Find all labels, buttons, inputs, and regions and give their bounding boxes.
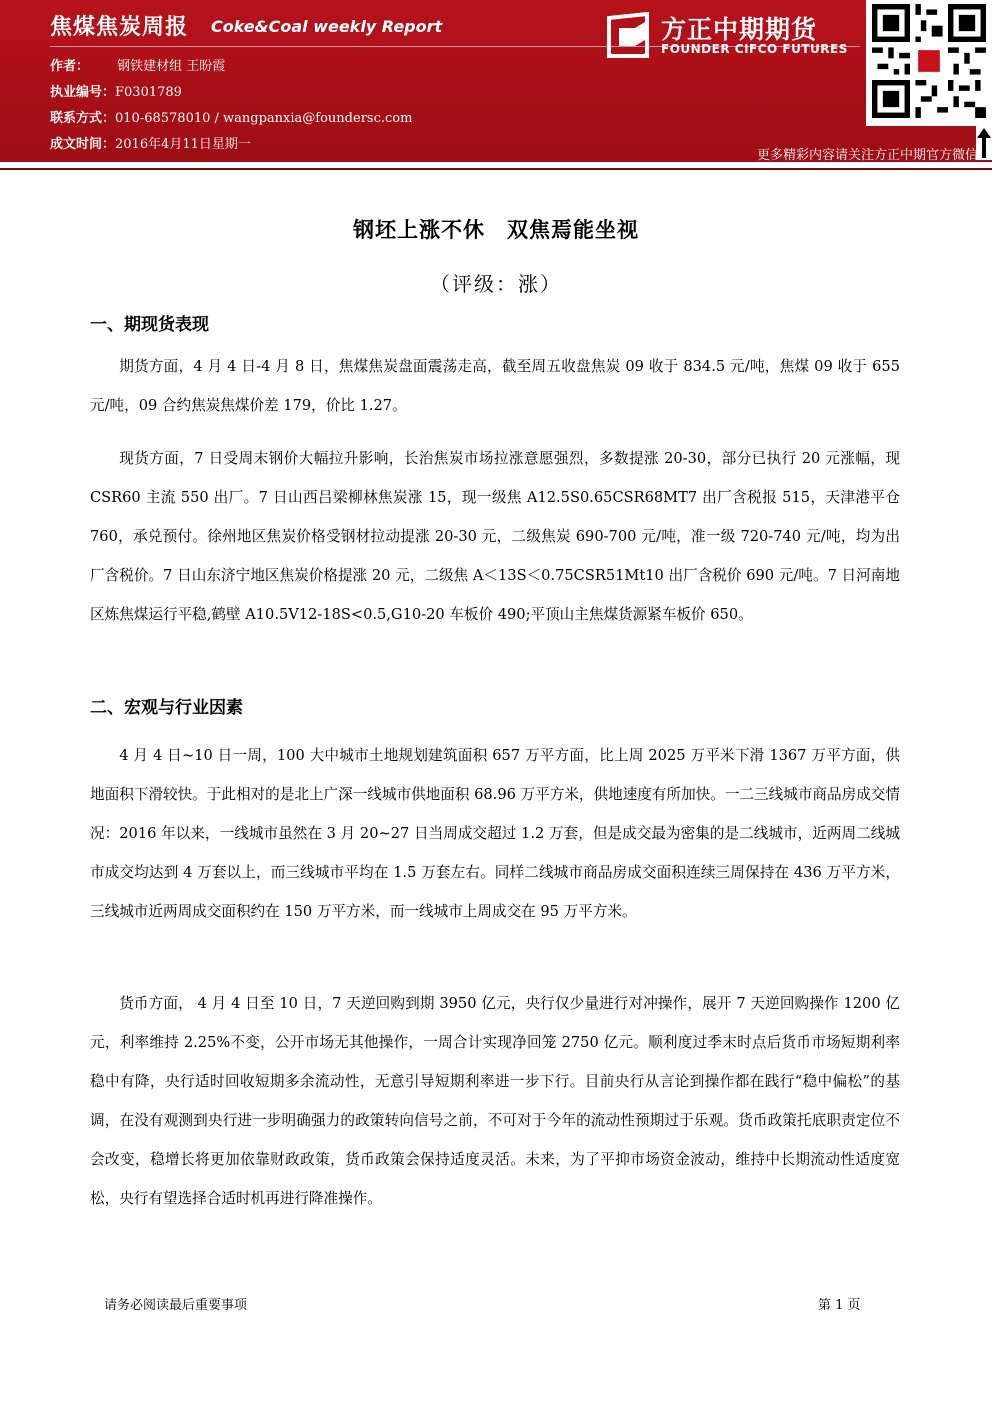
up-arrow-icon xyxy=(976,126,992,160)
meta-value[interactable]: 010-68578010 / wangpanxia@foundersc.com xyxy=(115,111,413,126)
founder-logo-icon xyxy=(605,12,651,58)
qr-code-icon xyxy=(872,4,986,118)
meta-author xyxy=(50,55,225,74)
paragraph-spot: 现货方面，7 日受周末钢价大幅拉升影响，长治焦炭市场拉涨意愿强烈，多数提涨 20-30，部分已执行 20 元涨幅，现 CSR60 主流 550 出厂。7 日山西吕梁柳林焦炭涨 15，现一级焦 A12.5S0.65CSR68MT7 出厂含税报 515，天津港平仓 760，承兑预付。徐州地区焦炭价格受钢材拉动提涨 20-30 元，二级焦炭 690-700 元/吨，准一级 720-740 元/吨，均为出厂含税价。7 日山东济宁地区焦炭价格提涨 20 元，二级焦 A＜13S＜0.75CSR51Mt10 出厂含税价 690 元/吨。7 日河南地区炼焦煤运行平稳,鹤壁 A10.5V12-18S<0.5,G10-20 车板价 490;平顶山主焦煤货源紧车板价 650。 xyxy=(90,450,900,623)
page-number: 第 1 页 xyxy=(818,1298,861,1313)
meta-value: 2016年4月11日星期一 xyxy=(115,137,251,152)
header-bottom-rule xyxy=(0,168,992,170)
meta-value: 钢铁建材组 王盼霞 xyxy=(117,59,226,74)
wechat-qr-code[interactable] xyxy=(866,0,992,126)
company-logo xyxy=(605,10,855,60)
wechat-follow-text: 更多精彩内容请关注方正中期官方微信 xyxy=(756,148,978,163)
footer-notice: 请务必阅读最后重要事项 xyxy=(104,1298,248,1313)
meta-label: 成文时间： xyxy=(50,137,116,152)
meta-license xyxy=(50,81,182,100)
meta-contact xyxy=(50,107,412,126)
report-rating: （评级：涨） xyxy=(430,272,562,296)
report-series-title: 焦煤焦炭周报 xyxy=(50,15,189,40)
logo-chinese-name: 方正中期期货 xyxy=(661,15,818,44)
logo-english-name: FOUNDER CIFCO FUTURES xyxy=(661,42,848,56)
paragraph-monetary: 货币方面， 4 月 4 日至 10 日，7 天逆回购到期 3950 亿元，央行仅少量进行对冲操作，展开 7 天逆回购操作 1200 亿元，利率维持 2.25%不变，公开市场无其他操作，一周合计实现净回笼 2750 亿元。顺利度过季末时点后货币市场短期利率稳中有降，央行适时回收短期多余流动性，无意引导短期利率进一步下行。目前央行从言论到操作都在践行“稳中偏松”的基调，在没有观测到央行进一步明确强力的政策转向信号之前，不可对于今年的流动性预期过于乐观。货币政策托底职责定位不会改变，稳增长将更加依靠财政政策，货币政策会保持适度灵活。未来，为了平抑市场资金波动，维持中长期流动性适度宽松，央行有望选择合适时机再进行降准操作。 xyxy=(90,995,900,1207)
paragraph-futures: 期货方面，4 月 4 日-4 月 8 日，焦煤焦炭盘面震荡走高，截至周五收盘焦炭 09 收于 834.5 元/吨，焦煤 09 收于 655 元/吨，09 合约焦炭焦煤价差 179，价比 1.27。 xyxy=(90,358,900,414)
meta-date xyxy=(50,133,251,152)
meta-label: 执业编号： xyxy=(50,85,116,100)
report-title: 钢坯上涨不休 双焦焉能坐视 xyxy=(353,218,639,242)
section-heading: 一、期现货表现 xyxy=(90,315,209,335)
meta-label: 作者： xyxy=(50,59,90,74)
report-header xyxy=(0,0,992,162)
meta-label: 联系方式： xyxy=(50,111,116,126)
report-series-subtitle: Coke&Coal weekly Report xyxy=(211,17,443,36)
section-heading: 二、宏观与行业因素 xyxy=(90,698,243,718)
meta-value: F0301789 xyxy=(115,85,182,100)
paragraph-real-estate: 4 月 4 日~10 日一周，100 大中城市土地规划建筑面积 657 万平方面，比上周 2025 万平米下滑 1367 万平方面，供地面积下滑较快。于此相对的是北上广深一线城市供地面积 68.96 万平方米，供地速度有所加快。一二三线城市商品房成交情况：2016 年以来，一线城市虽然在 3 月 20~27 日当周成交超过 1.2 万套，但是成交最为密集的是二线城市，近两周二线城市成交均达到 4 万套以上，而三线城市平均在 1.5 万套左右。同样二线城市商品房成交面积连续三周保持在 436 万平方米，三线城市近两周成交面积约在 150 万平方米，而一线城市上周成交在 95 万平方米。 xyxy=(90,747,900,920)
